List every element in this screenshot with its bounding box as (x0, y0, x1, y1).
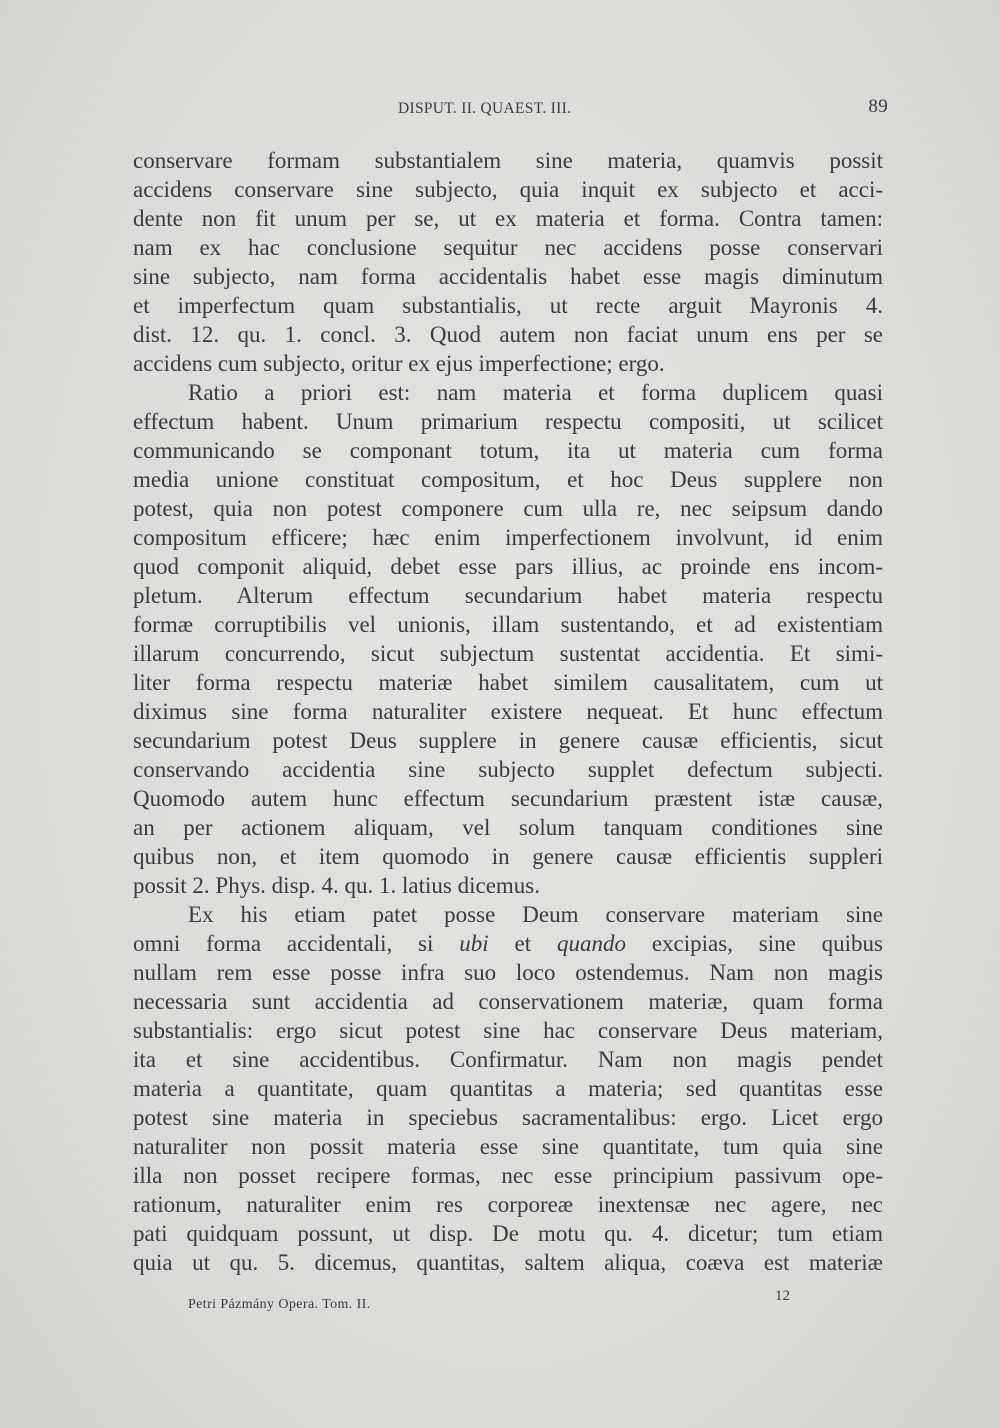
text-line: sine subjecto, nam forma accidentalis habet esse magis diminutum (133, 264, 883, 289)
text-line: substantialis: ergo sicut potest sine hac conservare Deus materiam, (133, 1018, 883, 1043)
text-line: quibus non, et item quomodo in genere causæ efficientis suppleri (133, 844, 883, 869)
text-line: potest sine materia in speciebus sacramentalibus: ergo. Licet ergo (133, 1105, 883, 1130)
italic-term: ubi (459, 931, 489, 956)
text-segment: excipias, sine quibus (651, 931, 883, 956)
text-line: liter forma respectu materiæ habet similem causalitatem, cum ut (133, 670, 883, 695)
text-line: pati quidquam possunt, ut disp. De motu qu. 4. dicetur; tum etiam (133, 1221, 883, 1246)
printer-signature: Petri Pázmány Opera. Tom. II. (188, 1297, 371, 1312)
text-line: materia a quantitate, quam quantitas a materia; sed quantitas esse (133, 1076, 883, 1101)
text-line: diximus sine forma naturaliter existere nequeat. Et hunc effectum (133, 699, 883, 724)
text-segment: omni forma accidentali, si (133, 931, 434, 956)
text-line-mixed (133, 929, 883, 958)
text-line: illa non posset recipere formas, nec esse principium passivum ope- (133, 1163, 883, 1188)
text-line: nam ex hac conclusione sequitur nec accidens posse conservari (133, 235, 883, 260)
text-line: effectum habent. Unum primarium respectu compositi, ut scilicet (133, 409, 883, 434)
text-line: dist. 12. qu. 1. concl. 3. Quod autem non faciat unum ens per se (133, 322, 883, 347)
text-line: media unione constituat compositum, et hoc Deus supplere non (133, 467, 883, 492)
italic-term: quando (556, 931, 626, 956)
text-line: conservare formam substantialem sine materia, quamvis possit (133, 148, 883, 173)
text-line: necessaria sunt accidentia ad conservationem materiæ, quam forma (133, 989, 883, 1014)
text-line: Ratio a priori est: nam materia et forma duplicem quasi (188, 380, 883, 405)
text-line: et imperfectum quam substantialis, ut recte arguit Mayronis 4. (133, 293, 883, 318)
text-line: ita et sine accidentibus. Confirmatur. Nam non magis pendet (133, 1047, 883, 1072)
body-text (133, 146, 883, 1277)
text-line: possit 2. Phys. disp. 4. qu. 1. latius dicemus. (133, 873, 540, 898)
text-line: an per actionem aliquam, vel solum tanquam conditiones sine (133, 815, 883, 840)
text-line: quia ut qu. 5. dicemus, quantitas, saltem aliqua, coæva est materiæ (133, 1250, 883, 1275)
text-line: Ex his etiam patet posse Deum conservare materiam sine (188, 902, 883, 927)
text-line: naturaliter non possit materia esse sine quantitate, tum quia sine (133, 1134, 883, 1159)
text-line: secundarium potest Deus supplere in genere causæ efficientis, sicut (133, 728, 883, 753)
running-title: DISPUT. II. QUAEST. III. (398, 100, 572, 117)
text-line: conservando accidentia sine subjecto supplet defectum subjecti. (133, 757, 883, 782)
text-line: potest, quia non potest componere cum ulla re, nec seipsum dando (133, 496, 883, 521)
text-line: rationum, naturaliter enim res corporeæ inextensæ nec agere, nec (133, 1192, 883, 1217)
text-line: communicando se componant totum, ita ut materia cum forma (133, 438, 883, 463)
text-line: Quomodo autem hunc effectum secundarium præstent istæ causæ, (133, 786, 883, 811)
text-line: pletum. Alterum effectum secundarium habet materia respectu (133, 583, 883, 608)
text-line: formæ corruptibilis vel unionis, illam sustentando, et ad existentiam (133, 612, 883, 637)
running-head (133, 96, 888, 124)
text-line: accidens cum subjecto, oritur ex ejus imperfectione; ergo. (133, 351, 665, 376)
text-line: dente non fit unum per se, ut ex materia et forma. Contra tamen: (133, 206, 883, 231)
signature-mark: 12 (775, 1288, 790, 1304)
text-line: accidens conservare sine subjecto, quia inquit ex subjecto et acci- (133, 177, 883, 202)
text-segment: et (514, 931, 532, 956)
page-number: 89 (868, 96, 888, 117)
text-line: illarum concurrendo, sicut subjectum sustentat accidentia. Et simi- (133, 641, 883, 666)
text-line: nullam rem esse posse infra suo loco ostendemus. Nam non magis (133, 960, 883, 985)
text-line: compositum efficere; hæc enim imperfectionem involvunt, id enim (133, 525, 883, 550)
text-line: quod componit aliquid, debet esse pars illius, ac proinde ens incom- (133, 554, 883, 579)
